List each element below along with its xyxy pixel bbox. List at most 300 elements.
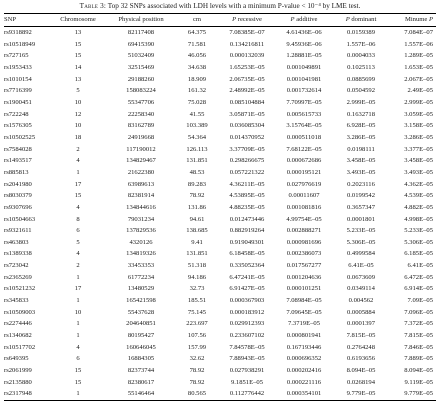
cell-chromosome: 17 — [74, 180, 82, 188]
cell-cm: 107.56 — [187, 332, 207, 340]
cell-p-recessive: 0.014370952 — [229, 133, 265, 141]
cell-p-additive: 0.001041981 — [286, 75, 322, 83]
cell-chromosome: 18 — [74, 133, 82, 141]
cell-cm: 51.318 — [187, 262, 207, 270]
cell-p-recessive: 9.1851E–05 — [230, 378, 264, 386]
cell-snp: rs727165 — [4, 52, 29, 60]
table-row — [4, 179, 436, 191]
cell-chromosome: 1 — [76, 273, 80, 281]
cell-p-recessive: 0.000183912 — [229, 308, 265, 316]
cell-minimum-p: 3.059E–05 — [404, 110, 433, 118]
cell-physical-position: 117190012 — [126, 145, 156, 153]
cell-physical-position: 33453353 — [127, 262, 155, 270]
cell-p-dominant: 3.493E–05 — [346, 168, 376, 176]
cell-snp: rs9318892 — [4, 29, 32, 36]
cell-chromosome: 10 — [74, 98, 82, 106]
table-row — [4, 214, 436, 226]
cell-cm: 64.375 — [187, 29, 207, 36]
cell-chromosome: 8 — [76, 215, 80, 223]
cell-p-dominant: 0.4999584 — [346, 250, 376, 258]
cell-snp: rs1953433 — [4, 63, 32, 71]
cell-cm: 18.909 — [187, 75, 207, 83]
cell-snp: rs10504663 — [4, 215, 36, 223]
cell-snp: rs2274446 — [4, 320, 32, 328]
header-p-dominant-label: dominant — [351, 16, 377, 23]
cell-physical-position: 82373744 — [127, 367, 155, 375]
cell-physical-position: 29188260 — [127, 75, 155, 83]
cell-cm: 161.32 — [187, 87, 207, 95]
cell-p-dominant: 0.0504592 — [346, 87, 376, 95]
cell-chromosome: 15 — [74, 40, 82, 48]
cell-p-additive: 0.000511018 — [286, 133, 322, 141]
cell-cm: 75.028 — [187, 98, 207, 106]
cell-p-dominant: 9.779E–05 — [332, 388, 390, 400]
cell-physical-position: 158083224 — [126, 87, 156, 95]
cell-p-additive: 0.001081816 — [286, 203, 322, 211]
cell-p-recessive: 3.37709E–05 — [229, 145, 265, 153]
cell-chromosome: 13 — [74, 29, 82, 36]
cell-snp: rs2365269 — [4, 273, 32, 281]
cell-chromosome: 17 — [74, 285, 82, 293]
cell-p-additive: 4.61436E–06 — [286, 29, 322, 36]
cell-chromosome: 1 — [76, 168, 80, 176]
cell-minimum-p: 1.557E–06 — [404, 40, 433, 48]
cell-p-dominant: 2.999E–05 — [346, 98, 376, 106]
cell-p-dominant: 0.1025113 — [347, 63, 375, 71]
cell-p-recessive: 2.48992E–05 — [229, 87, 265, 95]
cell-chromosome: 1 — [76, 297, 80, 305]
cell-snp: rs1340682 — [4, 332, 32, 340]
header-p-additive-label: additive — [296, 16, 318, 23]
cell-p-recessive: 0.057221322 — [229, 168, 265, 176]
cell-p-recessive: 4.53895E–05 — [229, 192, 265, 200]
cell-chromosome: 6 — [76, 355, 80, 363]
cell-p-recessive: 7.08385E–07 — [229, 29, 265, 36]
cell-cm: 78.92 — [189, 367, 205, 375]
table-row — [4, 237, 436, 249]
table-row — [4, 260, 436, 272]
cell-snp: rs10502525 — [4, 133, 36, 141]
cell-physical-position: 160646045 — [126, 343, 156, 351]
cell-p-additive: 0.000981696 — [286, 238, 322, 246]
cell-p-additive: 0.017567277 — [286, 262, 322, 270]
cell-physical-position: 51032409 — [127, 52, 155, 60]
cell-p-additive: 0.027976619 — [286, 180, 322, 188]
cell-physical-position: 137829536 — [126, 227, 156, 235]
cell-p-additive: 7.3719E–05 — [287, 320, 321, 328]
cell-physical-position: 80195427 — [127, 332, 155, 340]
table-row — [4, 132, 436, 144]
cell-minimum-p: 6.472E–05 — [404, 273, 433, 281]
header-p-recessive: P recessive — [218, 14, 276, 27]
cell-p-additive: 0.002386073 — [286, 250, 322, 258]
cell-minimum-p: 3.458E–05 — [404, 157, 433, 165]
cell-p-dominant: 0.0001801 — [346, 215, 376, 223]
table-header — [4, 14, 436, 27]
table-row — [4, 167, 436, 179]
cell-cm: 34.638 — [187, 63, 207, 71]
cell-minimum-p: 4.539E–05 — [404, 192, 433, 200]
table-row — [4, 50, 436, 62]
cell-p-recessive: 4.36211E–05 — [229, 180, 265, 188]
cell-p-dominant: 0.0673609 — [346, 273, 376, 281]
cell-chromosome: 10 — [74, 308, 82, 316]
cell-p-additive: 7.70997E–05 — [286, 98, 322, 106]
table-row — [4, 190, 436, 202]
cell-cm: 32.73 — [189, 285, 205, 293]
cell-p-recessive: 0.233607102 — [229, 332, 265, 340]
cell-physical-position: 83162789 — [127, 122, 155, 130]
cell-chromosome: 1 — [76, 332, 80, 340]
table-row — [4, 62, 436, 74]
cell-p-dominant: 0.0199542 — [346, 192, 376, 200]
cell-minimum-p: 6.914E–05 — [404, 285, 433, 293]
caption-text: Top 32 SNPs associated with LDH levels with a minimum P-value < 10⁻⁴ by LME test. — [107, 2, 361, 10]
table-row — [4, 225, 436, 237]
cell-snp: rs10509003 — [4, 308, 36, 316]
cell-snp: rs9307696 — [4, 203, 32, 211]
cell-cm: 54.364 — [187, 133, 207, 141]
cell-minimum-p: 4.362E–05 — [404, 180, 433, 188]
table-row — [4, 202, 436, 214]
cell-p-dominant: 0.004562 — [348, 297, 374, 305]
cell-cm: 103.389 — [186, 122, 208, 130]
table-row — [4, 248, 436, 260]
cell-p-additive: 0.167193446 — [286, 343, 322, 351]
cell-p-dominant: 6.928E–05 — [346, 122, 376, 130]
cell-physical-position: 24919668 — [127, 133, 155, 141]
cell-cm: 9.41 — [191, 238, 203, 246]
cell-minimum-p: 6.185E–05 — [404, 250, 433, 258]
cell-p-dominant: 0.0268194 — [346, 378, 376, 386]
cell-minimum-p: 7.096E–05 — [404, 308, 433, 316]
header-row — [4, 14, 436, 27]
cell-p-recessive: 4.88235E–05 — [229, 203, 265, 211]
cell-p-dominant: 0.1632718 — [346, 110, 376, 118]
cell-p-recessive: 6.91427E–05 — [229, 285, 265, 293]
cell-snp: rs885813 — [4, 168, 29, 176]
cell-cm: 223.697 — [186, 320, 208, 328]
table-row — [4, 144, 436, 156]
cell-p-recessive: 0.298266675 — [229, 157, 265, 165]
cell-chromosome: 15 — [74, 367, 82, 375]
cell-physical-position: 13480529 — [127, 285, 155, 293]
cell-snp: rs2135880 — [4, 378, 32, 386]
cell-physical-position: 32515469 — [127, 63, 155, 71]
cell-physical-position: 61772234 — [127, 273, 155, 281]
cell-p-recessive: 6.18458E–05 — [229, 250, 265, 258]
cell-chromosome: 5 — [76, 238, 80, 246]
cell-snp: rs1389338 — [4, 250, 32, 258]
cell-p-recessive: 0.027938291 — [229, 367, 265, 375]
cell-p-additive: 9.45936E–06 — [286, 40, 322, 48]
cell-physical-position: 21622380 — [127, 168, 155, 176]
cell-p-additive: 0.000672686 — [286, 157, 322, 165]
cell-p-recessive: 0.134216811 — [229, 40, 265, 48]
cell-minimum-p: 1.289E–05 — [404, 52, 433, 60]
cell-chromosome: 4 — [76, 157, 80, 165]
cell-p-additive: 0.000801941 — [286, 332, 322, 340]
cell-physical-position: 55437628 — [127, 308, 155, 316]
table-row — [4, 318, 436, 330]
cell-cm: 131.86 — [187, 203, 207, 211]
cell-minimum-p: 7.372E–05 — [404, 320, 433, 328]
cell-cm: 41.55 — [189, 110, 205, 118]
cell-snp: rs1010154 — [4, 75, 32, 83]
cell-physical-position: 55146464 — [106, 388, 176, 400]
cell-physical-position: 69415390 — [127, 40, 155, 48]
cell-physical-position: 204640851 — [126, 320, 156, 328]
cell-cm: 78.92 — [189, 192, 205, 200]
cell-cm: 75.145 — [187, 308, 207, 316]
cell-snp: rs9321611 — [4, 227, 32, 235]
cell-chromosome: 4 — [76, 343, 80, 351]
cell-p-dominant: 8.094E–05 — [346, 367, 376, 375]
table-row — [4, 377, 436, 389]
cell-snp: rs7716399 — [4, 87, 32, 95]
table-body — [4, 27, 436, 401]
cell-p-additive: 0.000221116 — [286, 378, 322, 386]
cell-minimum-p: 9.119E–05 — [404, 378, 433, 386]
cell-chromosome: 6 — [76, 227, 80, 235]
cell-minimum-p: 3.377E–05 — [404, 145, 433, 153]
cell-chromosome: 14 — [74, 63, 82, 71]
cell-chromosome: 2 — [76, 262, 80, 270]
cell-p-additive: 4.99754E–05 — [286, 215, 322, 223]
cell-snp: rs10521232 — [4, 285, 36, 293]
cell-minimum-p: 7.09E–05 — [407, 297, 433, 305]
cell-p-additive: 7.68122E–05 — [286, 145, 322, 153]
cell-cm: 94.61 — [189, 215, 205, 223]
cell-p-additive: 0.001732614 — [286, 87, 322, 95]
cell-p-dominant: 3.458E–05 — [346, 157, 376, 165]
cell-snp: rs1576305 — [4, 122, 32, 130]
table-row — [4, 330, 436, 342]
cell-minimum-p: 3.286E–05 — [404, 133, 433, 141]
cell-cm: 138.685 — [186, 227, 208, 235]
table-row — [4, 272, 436, 284]
cell-physical-position: 134829467 — [126, 157, 156, 165]
cell-snp: rs1900451 — [4, 98, 32, 106]
cell-p-dominant: 0.0005884 — [346, 308, 376, 316]
cell-p-dominant: 0.0004033 — [346, 52, 376, 60]
cell-cm: 48.53 — [189, 168, 205, 176]
cell-cm: 185.51 — [187, 297, 207, 305]
cell-minimum-p: 7.084E–07 — [404, 29, 433, 36]
cell-p-recessive: 7.88943E–05 — [229, 355, 265, 363]
cell-minimum-p: 7.846E–05 — [404, 343, 433, 351]
header-chromosome: Chromosome — [50, 14, 106, 27]
table-row — [4, 74, 436, 86]
cell-p-additive: 0.002888271 — [286, 227, 322, 235]
cell-p-recessive: 3.05871E–05 — [229, 110, 265, 118]
cell-p-dominant: 6.41E–05 — [348, 262, 374, 270]
cell-p-additive: 3.15764E–05 — [286, 122, 322, 130]
cell-p-dominant: 5.306E–05 — [346, 238, 376, 246]
cell-physical-position: 134819326 — [126, 250, 156, 258]
cell-p-dominant: 3.286E–05 — [346, 133, 376, 141]
cell-minimum-p: 2.999E–05 — [404, 98, 433, 106]
cell-minimum-p: 5.233E–05 — [404, 227, 433, 235]
caption-label: Table 3: — [79, 2, 107, 10]
cell-p-recessive: 0.919049301 — [229, 238, 265, 246]
cell-p-recessive: 0.335052364 — [229, 262, 265, 270]
header-minimum-p: Minume P — [390, 14, 436, 27]
table-row — [4, 85, 436, 97]
cell-snp: rs649395 — [4, 355, 29, 363]
cell-physical-position: 63989613 — [127, 180, 155, 188]
cell-physical-position: 82380617 — [127, 378, 155, 386]
cell-p-recessive: 0.012473446 — [229, 215, 265, 223]
cell-cm: 89.283 — [187, 180, 207, 188]
cell-p-additive: 0.000195121 — [286, 168, 322, 176]
cell-physical-position: 79031234 — [127, 215, 155, 223]
cell-p-additive: 0.000354101 — [276, 388, 332, 400]
cell-p-dominant: 0.0159389 — [346, 29, 376, 36]
cell-snp: rs463803 — [4, 238, 29, 246]
cell-p-recessive: 2.06735E–05 — [229, 75, 265, 83]
cell-p-additive: 0.005615733 — [286, 110, 322, 118]
header-p-dominant: P dominant — [332, 14, 390, 27]
cell-snp: rs2061999 — [4, 367, 32, 375]
cell-minimum-p: 2.067E–05 — [404, 75, 433, 83]
cell-p-dominant: 0.0885699 — [346, 75, 376, 83]
cell-p-dominant: 0.0001397 — [346, 320, 376, 328]
cell-minimum-p: 7.889E–05 — [404, 355, 433, 363]
cell-minimum-p: 3.158E–05 — [404, 122, 433, 130]
cell-p-dominant: 0.2023116 — [347, 180, 375, 188]
table-row — [4, 109, 436, 121]
cell-p-dominant: 1.557E–06 — [346, 40, 376, 48]
cell-snp: rs8030379 — [4, 192, 32, 200]
cell-cm: 131.851 — [186, 250, 208, 258]
cell-p-additive: 0.000101251 — [286, 285, 322, 293]
cell-cm: 46.056 — [187, 52, 207, 60]
cell-physical-position: 16884305 — [127, 355, 155, 363]
cell-chromosome: 15 — [74, 192, 82, 200]
cell-minimum-p: 7.815E–05 — [404, 332, 433, 340]
cell-p-additive: 0.00011607 — [288, 192, 320, 200]
cell-p-additive: 1.28881E–05 — [286, 52, 322, 60]
cell-p-recessive: 0.085104884 — [229, 98, 265, 106]
cell-p-dominant: 5.233E–05 — [346, 227, 376, 235]
cell-physical-position: 82117408 — [127, 29, 155, 36]
table-row — [4, 353, 436, 365]
cell-snp: rs722248 — [4, 110, 29, 118]
cell-p-recessive: 0.112776442 — [218, 388, 276, 400]
cell-minimum-p: 4.998E–05 — [404, 215, 433, 223]
cell-snp: rs723042 — [4, 262, 29, 270]
table-row — [4, 39, 436, 51]
cell-chromosome: 15 — [74, 52, 82, 60]
cell-snp: rs1493517 — [4, 157, 32, 165]
cell-chromosome: 2 — [76, 145, 80, 153]
cell-minimum-p: 6.41E–05 — [407, 262, 433, 270]
cell-p-additive: 0.000696352 — [286, 355, 322, 363]
header-p-recessive-label: recessive — [237, 16, 262, 23]
cell-snp: rs10517702 — [4, 343, 36, 351]
cell-minimum-p: 8.094E–05 — [404, 367, 433, 375]
cell-chromosome: 12 — [74, 110, 82, 118]
cell-p-recessive: 7.84578E–05 — [229, 343, 265, 351]
cell-cm: 80.565 — [176, 388, 218, 400]
cell-physical-position: 22258340 — [127, 110, 155, 118]
table-row — [4, 388, 436, 400]
cell-cm: 157.99 — [187, 343, 207, 351]
cell-p-recessive: 0.000132039 — [229, 52, 265, 60]
cell-p-recessive: 0.000367903 — [229, 297, 265, 305]
header-snp: SNP — [4, 14, 50, 27]
cell-p-dominant: 0.6193656 — [346, 355, 376, 363]
table-row — [4, 120, 436, 132]
cell-cm: 126.113 — [186, 145, 208, 153]
cell-chromosome: 4 — [76, 203, 80, 211]
cell-physical-position: 134844616 — [126, 203, 156, 211]
table-row — [4, 295, 436, 307]
cell-p-recessive: 1.65253E–05 — [229, 63, 265, 71]
cell-physical-position: 165421598 — [126, 297, 156, 305]
cell-p-additive: 7.08984E–05 — [286, 297, 322, 305]
table-row — [4, 307, 436, 319]
cell-p-dominant: 0.0198111 — [347, 145, 375, 153]
cell-cm: 32.62 — [189, 355, 205, 363]
cell-chromosome: 10 — [74, 122, 82, 130]
table-row — [4, 27, 436, 39]
table-row — [4, 342, 436, 354]
cell-minimum-p: 2.49E–05 — [407, 87, 433, 95]
table-row — [4, 155, 436, 167]
cell-p-additive: 0.001204636 — [286, 273, 322, 281]
cell-snp: rs7584028 — [4, 145, 32, 153]
cell-minimum-p: 5.306E–05 — [404, 238, 433, 246]
cell-chromosome: 13 — [74, 75, 82, 83]
snp-table — [4, 13, 436, 401]
cell-snp: rs345833 — [4, 297, 29, 305]
cell-p-additive: 7.09645E–05 — [286, 308, 322, 316]
table-row — [4, 365, 436, 377]
cell-cm: 78.92 — [189, 378, 205, 386]
cell-cm: 131.851 — [186, 157, 208, 165]
table-row — [4, 97, 436, 109]
cell-snp: rs10518949 — [4, 40, 36, 48]
cell-physical-position: 4320126 — [129, 238, 153, 246]
cell-cm: 71.581 — [187, 40, 207, 48]
cell-minimum-p: 3.493E–05 — [404, 168, 433, 176]
table-row — [4, 283, 436, 295]
table-caption — [4, 2, 436, 11]
cell-p-recessive: 0.882919264 — [229, 227, 265, 235]
cell-p-dominant: 0.0349114 — [347, 285, 375, 293]
cell-chromosome: 5 — [76, 87, 80, 95]
header-p-additive: P additive — [276, 14, 332, 27]
cell-p-dominant: 0.2764248 — [346, 343, 376, 351]
cell-chromosome: 4 — [76, 250, 80, 258]
header-physical-position: Physical position — [106, 14, 176, 27]
cell-cm: 94.186 — [187, 273, 207, 281]
cell-p-recessive: 0.029912393 — [229, 320, 265, 328]
cell-chromosome: 1 — [76, 320, 80, 328]
cell-minimum-p: 1.653E–05 — [404, 63, 433, 71]
cell-p-recessive: 6.47241E–05 — [229, 273, 265, 281]
cell-p-dominant: 7.815E–05 — [346, 332, 376, 340]
cell-p-recessive: 0.036085304 — [229, 122, 265, 130]
cell-p-dominant: 0.3657347 — [346, 203, 376, 211]
cell-p-additive: 0.001049891 — [286, 63, 322, 71]
cell-minimum-p: 9.779E–05 — [390, 388, 436, 400]
cell-p-additive: 0.000202416 — [286, 367, 322, 375]
cell-minimum-p: 4.882E–05 — [404, 203, 433, 211]
cell-snp: rs2317948 — [4, 388, 50, 400]
